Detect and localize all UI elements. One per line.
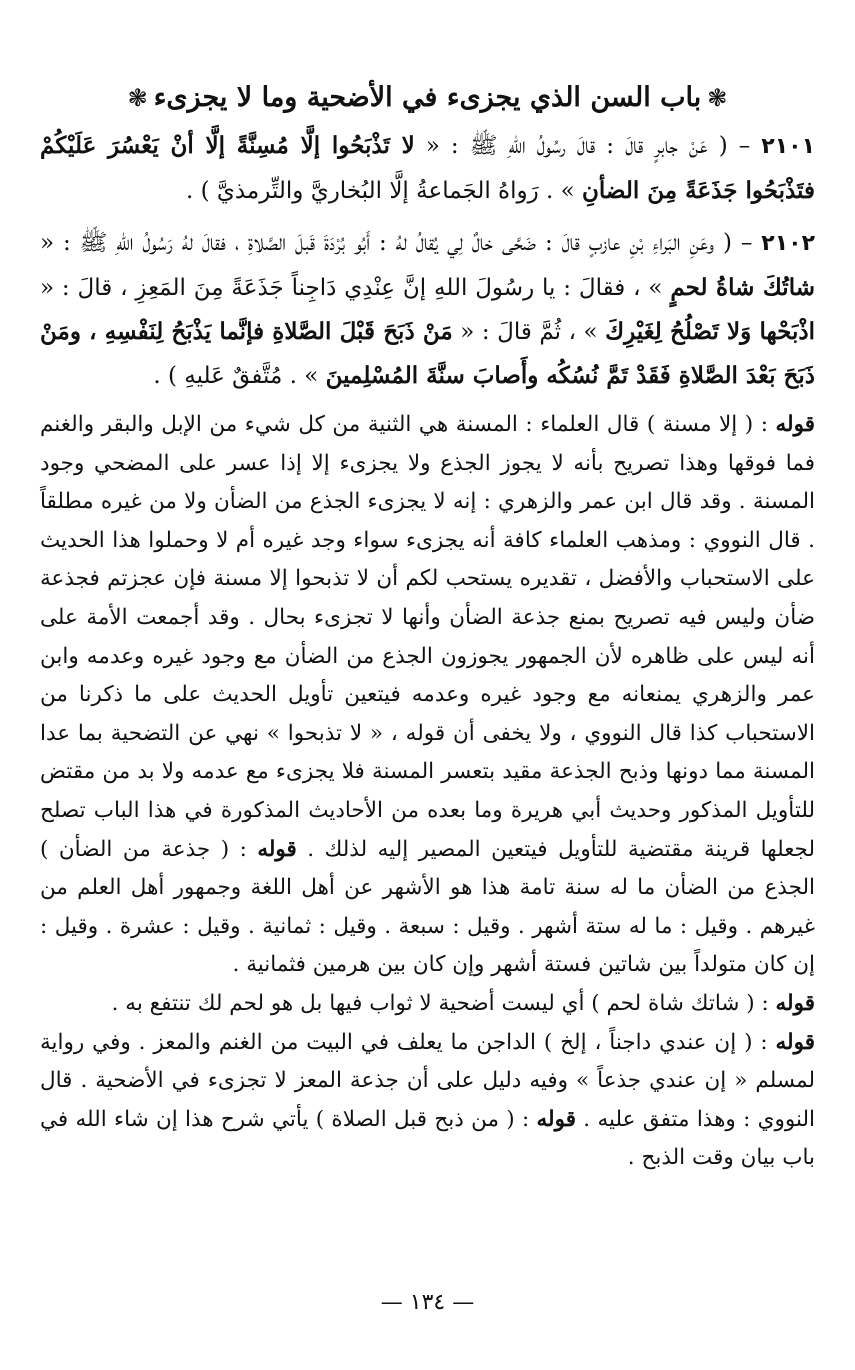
hadith-text: » ، فقالَ : يا رسُولَ اللهِ إنَّ عِنْدِي دَاجِناً جَذَعَةً مِنَ المَعِزِ ، قالَ : «	[40, 275, 671, 301]
commentary-text: : ( من ذبح قبل الصلاة ) يأتي شرح هذا إن شاء الله في باب بيان وقت الذبح .	[40, 1106, 815, 1171]
hadith-text: » ، ثُمَّ قالَ : «	[452, 319, 606, 345]
commentary-text: : ( إن عندي داجناً ، إلخ ) الداجن ما يعلف في البيت من الغنم والمعز . وفي رواية لمسلم « إن عندي جذعاً » وفيه دليل على أن جذعة المعز لا تجزىء في الأضحية . قال النووي : وهذا متفق عليه .	[40, 1029, 815, 1132]
commentary-text: : ( شاتك شاة لحم ) أي ليست أضحية لا ثواب فيها بل هو لحم لك تنتفع به .	[111, 990, 776, 1016]
hadith-text: » . رَواهُ الجَماعةُ إلَّا البُخاريَّ والتِّرمذيَّ ) .	[185, 178, 583, 204]
chapter-title-text: باب السن الذي يجزىء في الأضحية وما لا يجزىء	[153, 82, 702, 113]
hadith-quote: شاتُكَ شاةُ لحمٍ	[670, 274, 815, 301]
hadith-text: – ( عَنْ جابرٍ قالَ : قالَ رسُولُ اللهِ ﷺ : «	[414, 133, 762, 159]
spacer	[40, 398, 815, 406]
hadith-2101	[40, 124, 815, 213]
page-number: — ١٣٤ —	[380, 1290, 475, 1315]
commentary-label: قوله	[775, 990, 815, 1016]
page-body	[40, 78, 815, 1178]
ornament-icon: ❃	[127, 84, 148, 112]
commentary-label: قوله	[775, 1029, 815, 1055]
ornament-icon: ❃	[707, 84, 728, 112]
hadith-text: – ( وعَنِ البَراءِ بْنِ عازبٍ قالَ : ضَحَّى خالٌ لِي يُقالُ لهُ : أَبُو بُرْدَةَ قَبلَ الصَّلاةِ ، فقالَ لهُ رَسُولُ اللهِ ﷺ : «	[40, 230, 762, 256]
commentary-label: قوله	[257, 836, 297, 862]
commentary	[40, 406, 815, 1178]
hadith-number: ٢١٠٢	[761, 231, 815, 256]
hadith-quote: اذْبَحْها وَلا تَصْلُحُ لِغَيْرِكَ	[605, 318, 815, 345]
hadith-quote: مَنْ ذَبَحَ قَبْلَ الصَّلاةِ فإنَّما يَذْبَحُ لِنَفْسِهِ ، ومَنْ ذَبَحَ بَعْدَ الصَّلاةِ فَقَدْ تَمَّ نُسُكُه وأَصابَ سنَّةَ المُسْلِمينَ	[40, 318, 815, 389]
hadith-2102	[40, 221, 815, 398]
hadith-number: ٢١٠١	[761, 134, 815, 159]
hadith-quote: لا تَذْبَحُوا إلَّا مُسِنَّةً إلَّا أنْ يَعْسُرَ عَلَيْكُمْ فتَذْبَحُوا جَذَعَةً مِنَ الضأنِ	[40, 132, 815, 204]
commentary-label: قوله	[775, 412, 815, 437]
hadith-text: » . مُتَّفقٌ عَليهِ ) .	[153, 363, 326, 389]
spacer	[40, 213, 815, 221]
chapter-title	[40, 78, 815, 118]
commentary-text: : ( جذعة من الضأن ) الجذع من الضأن ما له سنة تامة هذا هو الأشهر عن أهل اللغة وجمهور أهل العلم من غيرهم . وقيل : ما له ستة أشهر . وقيل : سبعة . وقيل : ثمانية . وقيل : عشرة . وقيل : إن كان متولداً بين شاتين فستة أشهر وإن كان بين هرمين فثمانية .	[40, 836, 815, 978]
commentary-text: : ( إلا مسنة ) قال العلماء : المسنة هي الثنية من كل شيء من الإبل والبقر والغنم فما فوقها وهذا تصريح بأنه لا يجوز الجذع ولا يجزىء إلا إذا عسر على المضحي وجود المسنة . وقد قال ابن عمر والزهري : إنه لا يجزىء الجذع من الضأن ولا من غيره مطلقاً . قال النووي : ومذهب العلماء كافة أنه يجزىء سواء وجد غيره أم لا وحملوا هذا الحديث على الاستحباب والأفضل ، تقديره يستحب لكم أن لا تذبحوا إلا مسنة فإن عجزتم فجذعة ضأن وليس فيه تصريح بمنع جذعة الضأن وأنها لا تجزىء بحال . وقد أجمعت الأمة على أنه ليس على ظاهره لأن الجمهور يجوزون الجذع من الضأن مع وجود غيره وعدمه وابن عمر والزهري يمنعانه مع وجود غيره وعدمه فيتعين تأويل الحديث على ما ذكرنا من الاستحباب كذا قال النووي ، ولا يخفى أن قوله ، « لا تذبحوا » نهي عن التضحية بما عدا المسنة مما دونها وذبح الجذعة مقيد بتعسر المسنة فلا يجزىء مع عدمه ولا بد من مقتض للتأويل المذكور وحديث أبي هريرة وما بعده من الأحاديث المذكورة في هذا الباب تصلح لجعلها قرينة مقتضية للتأويل فيتعين المصير إليه لذلك .	[40, 412, 815, 862]
commentary-label: قوله	[536, 1106, 576, 1132]
